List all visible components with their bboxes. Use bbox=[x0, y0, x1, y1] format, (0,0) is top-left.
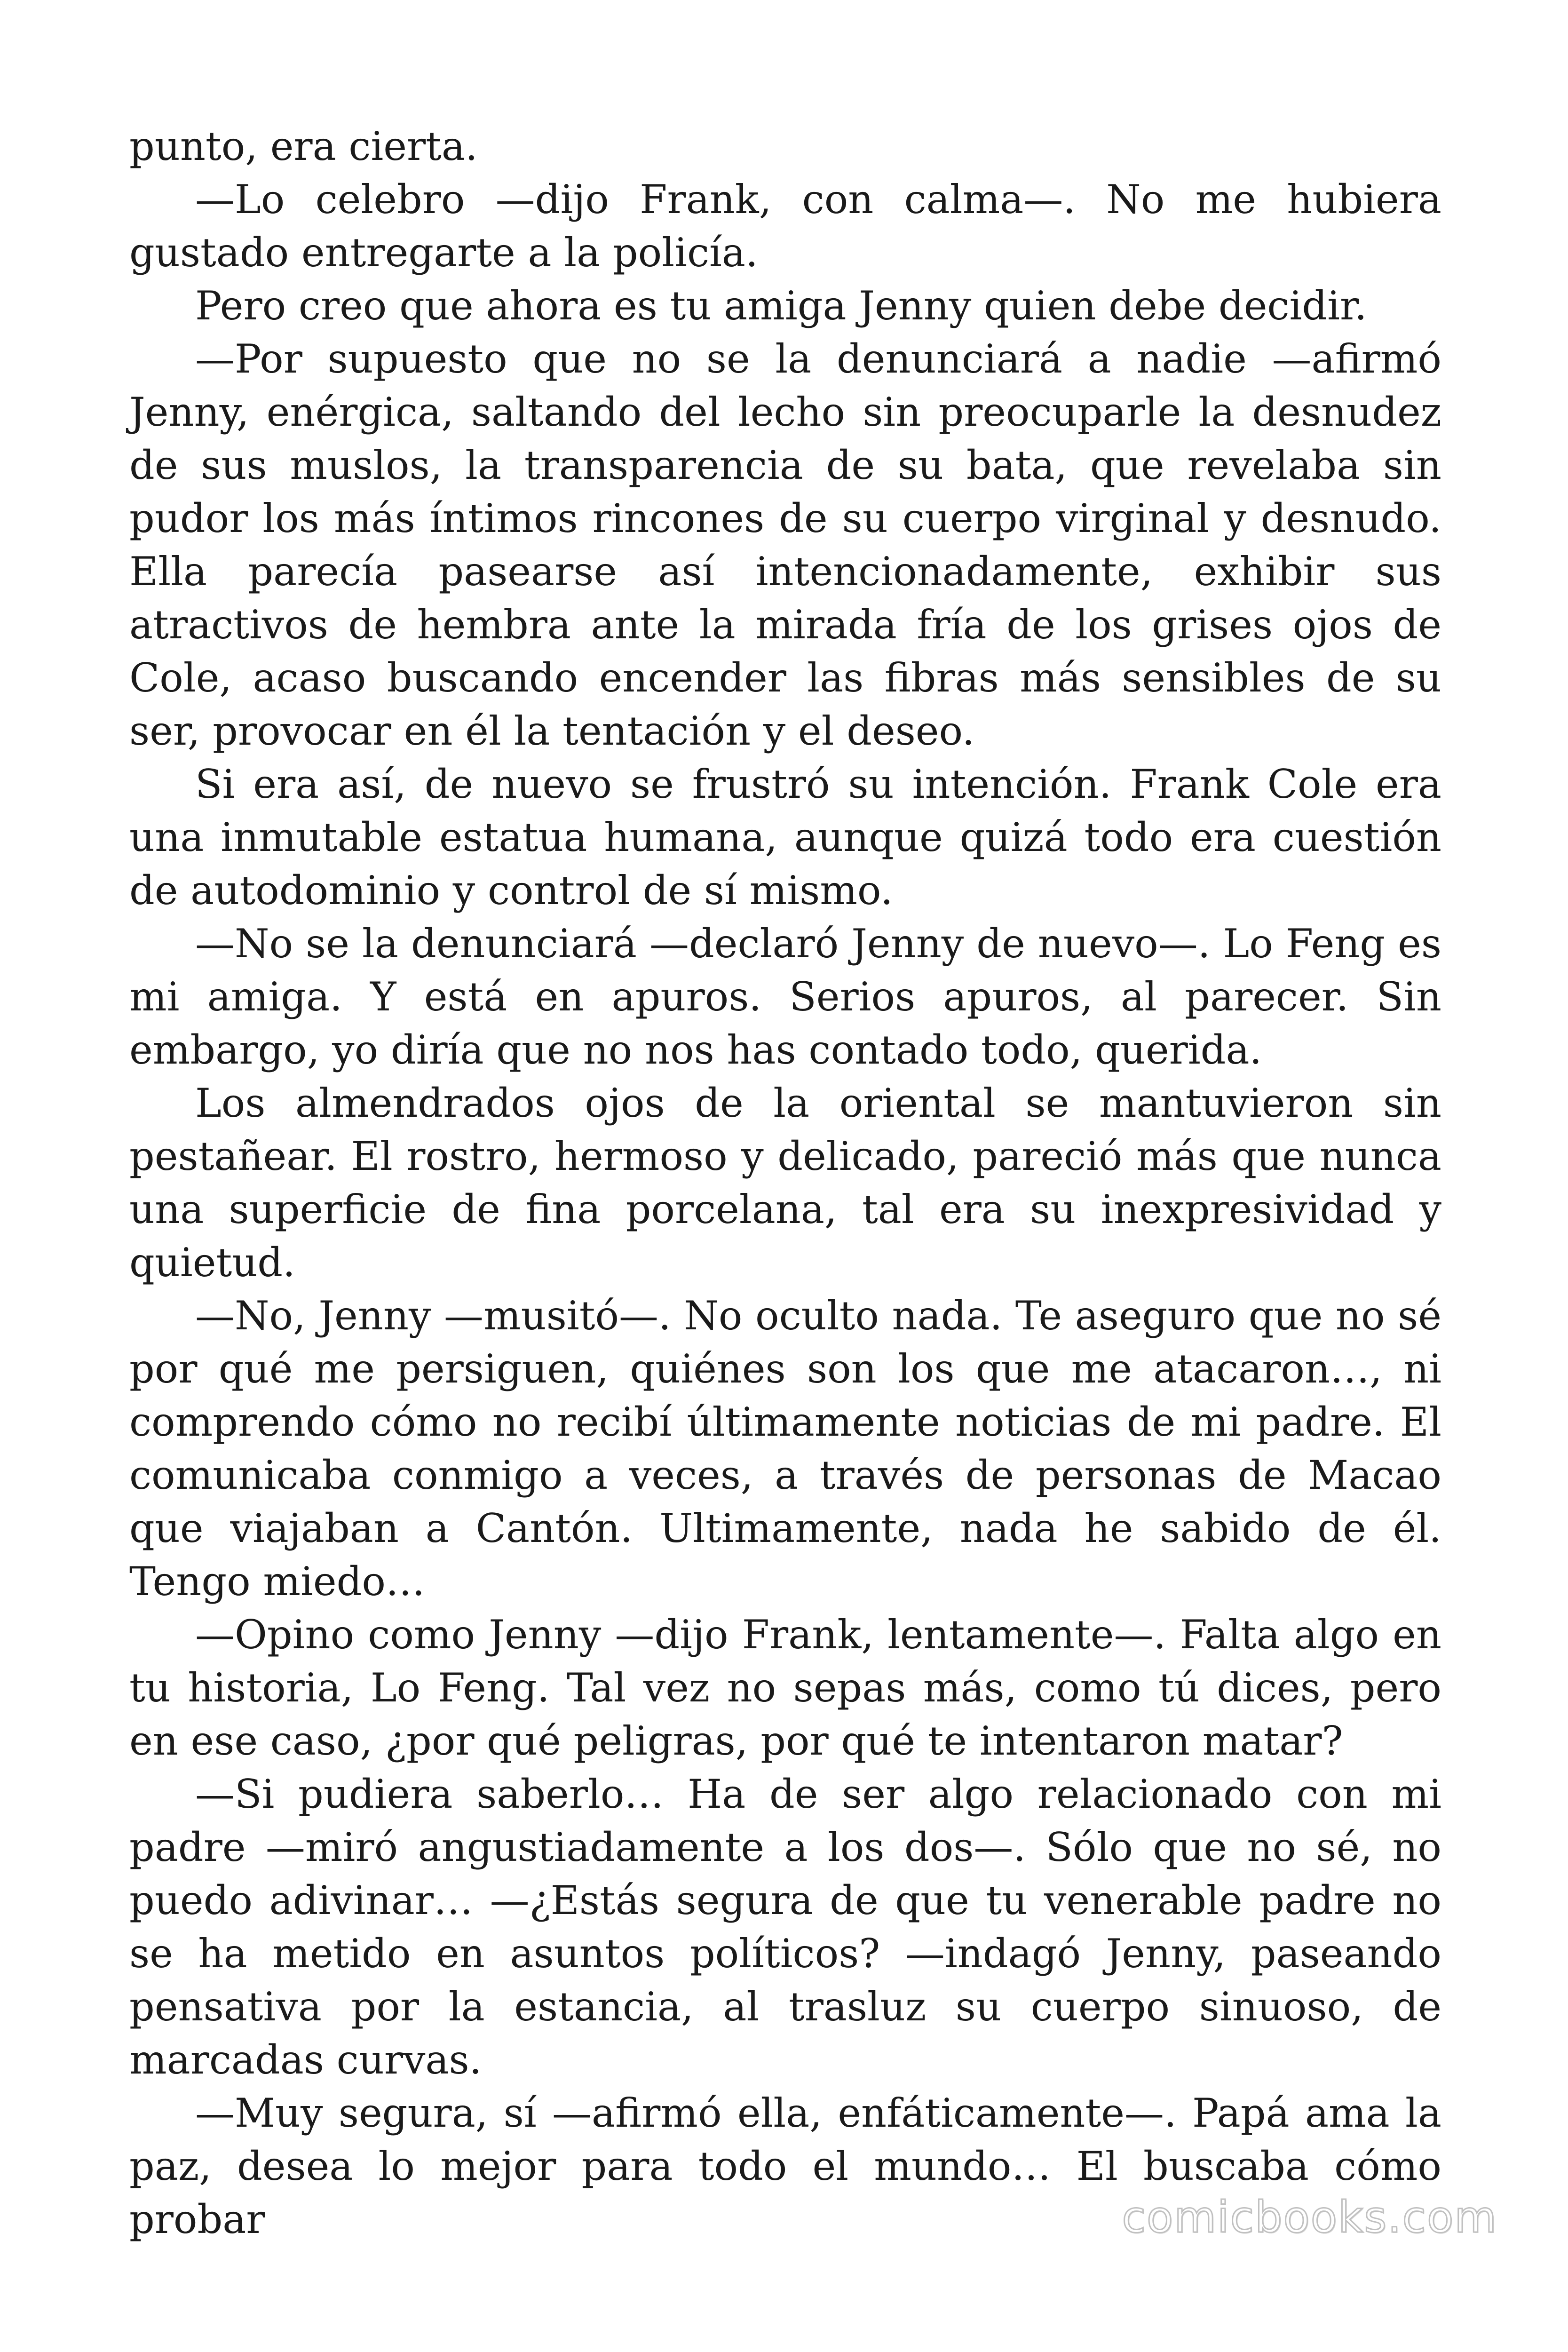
paragraph-9: —Opino como Jenny —dijo Frank, lentamente—. Falta algo en tu historia, Lo Feng. Tal vez no sepas más, como tú dices, pero en ese caso, ¿por qué peligras, por qué te intentaron matar? bbox=[129, 1612, 1441, 1764]
body-text bbox=[129, 120, 1441, 2246]
paragraph-10: —Si pudiera saberlo… Ha de ser algo relacionado con mi padre —miró angustiadamente a los dos—. Sólo que no sé, no puedo adivinar… —¿Estás segura de que tu venerable padre no se ha metido en asuntos políticos? —indagó Jenny, paseando pensativa por la estancia, al trasluz su cuerpo sinuoso, de marcadas curvas. bbox=[129, 1771, 1441, 2083]
paragraph-8: —No, Jenny —musitó—. No oculto nada. Te aseguro que no sé por qué me persiguen, quiénes son los que me atacaron…, ni comprendo cómo no recibí últimamente noticias de mi padre. El comunicaba conmigo a veces, a través de personas de Macao que viajaban a Cantón. Ultimamente, nada he sabido de él. Tengo miedo… bbox=[129, 1293, 1441, 1605]
paragraph-4: —Por supuesto que no se la denunciará a nadie —afirmó Jenny, enérgica, saltando del lecho sin preocuparle la desnudez de sus muslos, la transparencia de su bata, que revelaba sin pudor los más íntimos rincones de su cuerpo virginal y desnudo. Ella parecía pasearse así intencionadamente, exhibir sus atractivos de hembra ante la mirada fría de los grises ojos de Cole, acaso buscando encender las fibras más sensibles de su ser, provocar en él la tentación y el deseo. bbox=[129, 336, 1441, 754]
watermark: comicbooks.com bbox=[1122, 2192, 1497, 2242]
paragraph-5: Si era así, de nuevo se frustró su intención. Frank Cole era una inmutable estatua humana, aunque quizá todo era cuestión de autodominio y control de sí mismo. bbox=[129, 761, 1441, 914]
paragraph-1: punto, era cierta. bbox=[129, 123, 478, 169]
paragraph-3: Pero creo que ahora es tu amiga Jenny quien debe decidir. bbox=[195, 283, 1367, 329]
paragraph-11: —Muy segura, sí —afirmó ella, enfáticamente—. Papá ama la paz, desea lo mejor para todo el mundo… El buscaba cómo probar bbox=[129, 2090, 1441, 2242]
paragraph-6: —No se la denunciará —declaró Jenny de nuevo—. Lo Feng es mi amiga. Y está en apuros. Serios apuros, al parecer. Sin embargo, yo diría que no nos has contado todo, querida. bbox=[129, 921, 1441, 1073]
paragraph-2: —Lo celebro —dijo Frank, con calma—. No me hubiera gustado entregarte a la policía. bbox=[129, 176, 1441, 276]
paragraph-7: Los almendrados ojos de la oriental se mantuvieron sin pestañear. El rostro, hermoso y delicado, pareció más que nunca una superficie de fina porcelana, tal era su inexpresividad y quietud. bbox=[129, 1080, 1441, 1286]
